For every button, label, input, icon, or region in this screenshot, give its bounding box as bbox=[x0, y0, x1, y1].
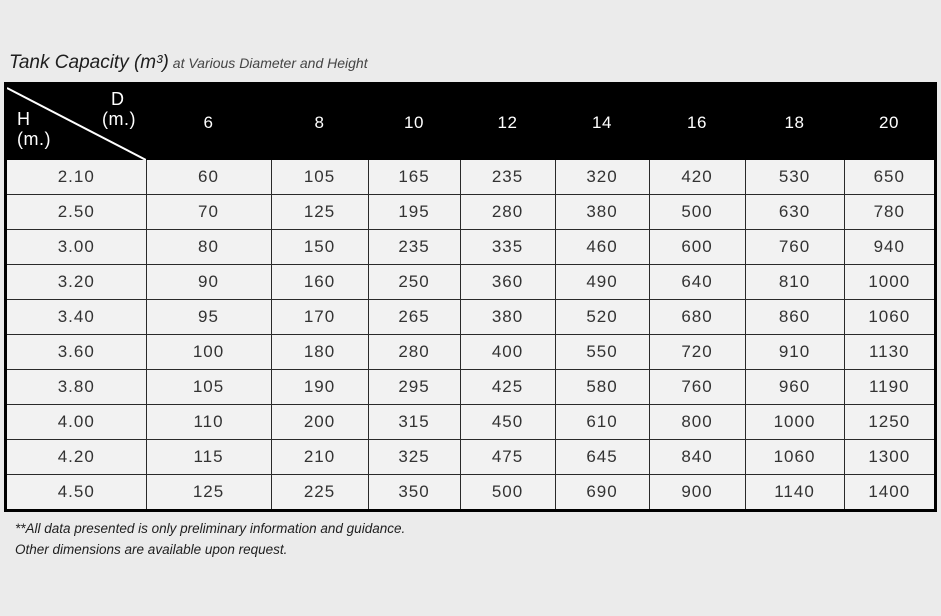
capacity-cell: 325 bbox=[368, 440, 460, 475]
capacity-cell: 1130 bbox=[844, 334, 934, 369]
capacity-cell: 690 bbox=[555, 475, 649, 509]
capacity-cell: 460 bbox=[555, 229, 649, 264]
capacity-cell: 530 bbox=[745, 160, 844, 194]
capacity-cell: 400 bbox=[460, 334, 555, 369]
capacity-cell: 610 bbox=[555, 405, 649, 440]
capacity-cell: 420 bbox=[649, 160, 745, 194]
column-header: 14 bbox=[555, 85, 649, 160]
capacity-cell: 900 bbox=[649, 475, 745, 509]
capacity-cell: 100 bbox=[146, 334, 271, 369]
capacity-cell: 110 bbox=[146, 405, 271, 440]
capacity-cell: 760 bbox=[745, 229, 844, 264]
capacity-cell: 280 bbox=[460, 194, 555, 229]
capacity-cell: 500 bbox=[460, 475, 555, 509]
capacity-cell: 1400 bbox=[844, 475, 934, 509]
row-height-cell: 2.50 bbox=[7, 194, 146, 229]
capacity-cell: 910 bbox=[745, 334, 844, 369]
capacity-cell: 190 bbox=[271, 370, 368, 405]
table-title-main: Tank Capacity (m³) bbox=[9, 52, 169, 73]
capacity-cell: 320 bbox=[555, 160, 649, 194]
capacity-cell: 335 bbox=[460, 229, 555, 264]
capacity-cell: 250 bbox=[368, 264, 460, 299]
capacity-cell: 1250 bbox=[844, 405, 934, 440]
row-height-cell: 3.80 bbox=[7, 370, 146, 405]
capacity-cell: 640 bbox=[649, 264, 745, 299]
table-header-row bbox=[7, 85, 934, 160]
capacity-cell: 520 bbox=[555, 299, 649, 334]
capacity-cell: 600 bbox=[649, 229, 745, 264]
row-height-cell: 4.50 bbox=[7, 475, 146, 509]
capacity-cell: 350 bbox=[368, 475, 460, 509]
diameter-unit: (m.) bbox=[102, 109, 136, 129]
capacity-cell: 380 bbox=[460, 299, 555, 334]
capacity-cell: 380 bbox=[555, 194, 649, 229]
column-header: 12 bbox=[460, 85, 555, 160]
capacity-cell: 60 bbox=[146, 160, 271, 194]
capacity-cell: 810 bbox=[745, 264, 844, 299]
capacity-cell: 90 bbox=[146, 264, 271, 299]
height-unit: (m.) bbox=[17, 129, 51, 149]
capacity-cell: 295 bbox=[368, 370, 460, 405]
capacity-cell: 490 bbox=[555, 264, 649, 299]
column-header: 10 bbox=[368, 85, 460, 160]
capacity-cell: 160 bbox=[271, 264, 368, 299]
row-height-cell: 2.10 bbox=[7, 160, 146, 194]
column-header: 16 bbox=[649, 85, 745, 160]
table-row bbox=[7, 194, 934, 229]
table-row bbox=[7, 334, 934, 369]
capacity-cell: 450 bbox=[460, 405, 555, 440]
capacity-cell: 125 bbox=[146, 475, 271, 509]
column-header: 20 bbox=[844, 85, 934, 160]
table-body bbox=[7, 160, 934, 509]
availability-note: Other dimensions are available upon request. bbox=[15, 542, 288, 557]
table-row bbox=[7, 299, 934, 334]
capacity-cell: 1300 bbox=[844, 440, 934, 475]
capacity-cell: 680 bbox=[649, 299, 745, 334]
capacity-cell: 225 bbox=[271, 475, 368, 509]
capacity-cell: 315 bbox=[368, 405, 460, 440]
row-height-cell: 3.40 bbox=[7, 299, 146, 334]
capacity-cell: 235 bbox=[368, 229, 460, 264]
capacity-cell: 1060 bbox=[844, 299, 934, 334]
disclaimer-note: **All data presented is only preliminary information and guidance. bbox=[15, 521, 406, 536]
row-height-cell: 3.60 bbox=[7, 334, 146, 369]
capacity-cell: 1000 bbox=[745, 405, 844, 440]
capacity-cell: 80 bbox=[146, 229, 271, 264]
capacity-cell: 425 bbox=[460, 370, 555, 405]
column-header: 8 bbox=[271, 85, 368, 160]
capacity-cell: 650 bbox=[844, 160, 934, 194]
capacity-cell: 280 bbox=[368, 334, 460, 369]
column-header: 18 bbox=[745, 85, 844, 160]
capacity-cell: 960 bbox=[745, 370, 844, 405]
capacity-cell: 360 bbox=[460, 264, 555, 299]
capacity-cell: 95 bbox=[146, 299, 271, 334]
table-row bbox=[7, 370, 934, 405]
capacity-cell: 195 bbox=[368, 194, 460, 229]
capacity-cell: 265 bbox=[368, 299, 460, 334]
capacity-cell: 70 bbox=[146, 194, 271, 229]
capacity-cell: 475 bbox=[460, 440, 555, 475]
capacity-cell: 210 bbox=[271, 440, 368, 475]
table-row bbox=[7, 475, 934, 509]
capacity-cell: 1190 bbox=[844, 370, 934, 405]
table-title-sub: at Various Diameter and Height bbox=[172, 55, 368, 71]
table-title bbox=[9, 52, 368, 74]
capacity-cell: 1140 bbox=[745, 475, 844, 509]
capacity-cell: 1000 bbox=[844, 264, 934, 299]
capacity-cell: 115 bbox=[146, 440, 271, 475]
capacity-cell: 105 bbox=[146, 370, 271, 405]
capacity-table bbox=[4, 82, 937, 512]
capacity-cell: 580 bbox=[555, 370, 649, 405]
capacity-cell: 500 bbox=[649, 194, 745, 229]
table-row bbox=[7, 160, 934, 194]
capacity-cell: 180 bbox=[271, 334, 368, 369]
capacity-cell: 860 bbox=[745, 299, 844, 334]
capacity-cell: 165 bbox=[368, 160, 460, 194]
capacity-cell: 550 bbox=[555, 334, 649, 369]
capacity-cell: 800 bbox=[649, 405, 745, 440]
capacity-cell: 125 bbox=[271, 194, 368, 229]
capacity-cell: 840 bbox=[649, 440, 745, 475]
height-label: H bbox=[17, 109, 31, 129]
capacity-cell: 630 bbox=[745, 194, 844, 229]
capacity-cell: 720 bbox=[649, 334, 745, 369]
capacity-cell: 170 bbox=[271, 299, 368, 334]
table-row bbox=[7, 440, 934, 475]
diameter-label: D bbox=[111, 89, 125, 109]
capacity-cell: 105 bbox=[271, 160, 368, 194]
capacity-cell: 150 bbox=[271, 229, 368, 264]
table-row bbox=[7, 405, 934, 440]
capacity-cell: 235 bbox=[460, 160, 555, 194]
capacity-cell: 645 bbox=[555, 440, 649, 475]
row-height-cell: 4.20 bbox=[7, 440, 146, 475]
row-height-cell: 4.00 bbox=[7, 405, 146, 440]
table-row bbox=[7, 264, 934, 299]
capacity-cell: 940 bbox=[844, 229, 934, 264]
column-header: 6 bbox=[146, 85, 271, 160]
corner-header-cell bbox=[7, 85, 146, 160]
table-row bbox=[7, 229, 934, 264]
capacity-cell: 200 bbox=[271, 405, 368, 440]
capacity-cell: 1060 bbox=[745, 440, 844, 475]
row-height-cell: 3.00 bbox=[7, 229, 146, 264]
capacity-cell: 760 bbox=[649, 370, 745, 405]
capacity-cell: 780 bbox=[844, 194, 934, 229]
row-height-cell: 3.20 bbox=[7, 264, 146, 299]
